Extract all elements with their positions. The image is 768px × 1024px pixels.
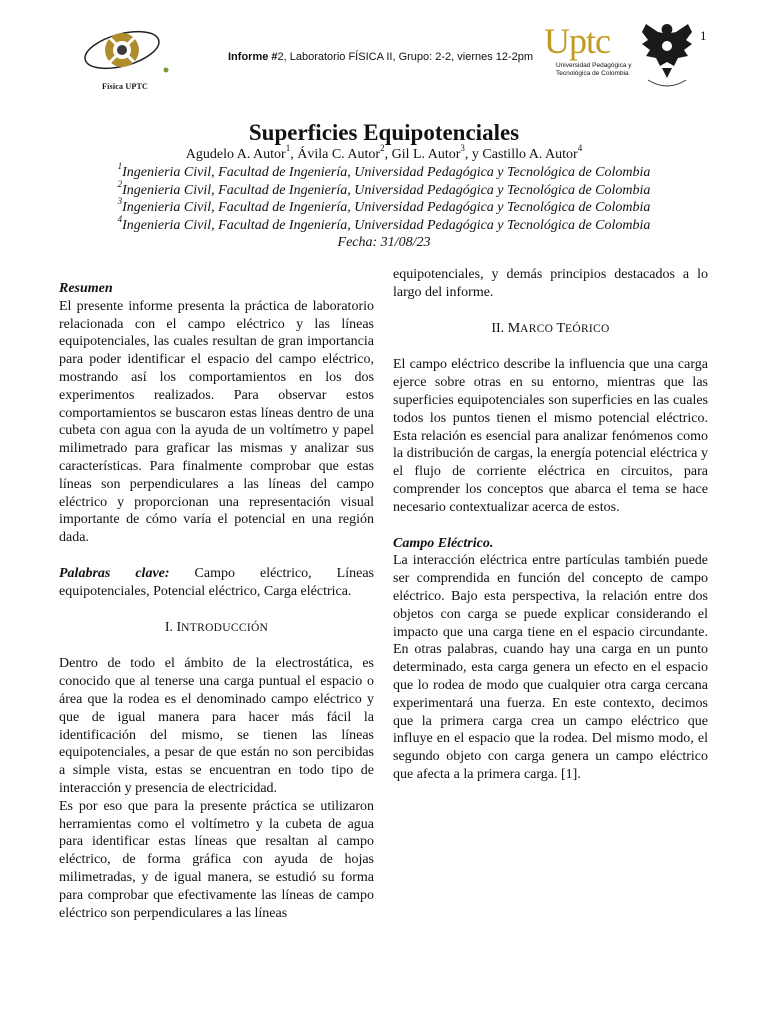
keywords-text: Campo eléctrico, Líneas equipotenciales, Potencial eléctrico, Carga eléctrica. [59, 565, 375, 599]
author-name: Castillo A. Autor [482, 147, 578, 162]
section-heading-initial: M [507, 320, 521, 336]
section-numeral: II. [491, 320, 508, 336]
author-name: Agudelo A. Autor [185, 147, 286, 162]
uptc-sub-line1: Universidad Pedagógica y [556, 62, 632, 69]
uptc-brand: Uptc [544, 21, 610, 61]
section-heading-initial: I [176, 619, 182, 635]
affiliation-sup: 4 [117, 213, 123, 224]
affiliation [0, 213, 768, 235]
affiliation [0, 178, 768, 200]
uptc-sub-line2: Tecnológica de Colombia [556, 70, 629, 77]
intro-paragraph-2-continued: equipotenciales, y demás principios destacados a lo largo del informe. [393, 267, 708, 300]
section-heading-initial: T [556, 320, 566, 336]
section-heading-rest: EÓRICO [565, 322, 610, 335]
abstract-text: El presente informe presenta la práctica de laboratorio relacionada con el campo eléctrico y las líneas equipotenciales, las cuales resultan de gran importancia para poder identificar el espacio del campo eléctrico, mostrando así los comportamientos en los dos experimentos realizados. Para observar estos comportamientos se buscaron estas líneas dentro de una cubeta con agua con la ayuda de un voltímetro y papel milimetrado para graficar las mismas y analizar sus características. Para finalmente comprobar que estas líneas son perpendiculares a las líneas del campo eléctrico y proporcionan una representación visual importante de cómo varía el potencial en una región dada. [59, 298, 374, 546]
affiliation-text: Ingenieria Civil, Facultad de Ingeniería, Universidad Pedagógica y Tecnológica de Colombia [122, 200, 651, 215]
affiliation-sup: 3 [117, 196, 123, 207]
intro-paragraph-1: Dentro de todo el ámbito de la electrostática, es conocido que al tenerse una carga puntual el espacio o área que la rodea es el denominado campo eléctrico y que de igual manera para hacer más fácil la identificación del mismo, se tienen las líneas equipotenciales, a pesar de que están no son percibidas a simple vista, estas se encuentran en todo tipo de interacción y presencia de electricidad. [59, 656, 374, 796]
campo-electrico-heading: Campo Eléctrico. [393, 535, 494, 551]
author-sep: , [384, 147, 392, 162]
abstract-heading: Resumen [59, 281, 113, 296]
paper-title: Superficies Equipotenciales [248, 120, 520, 145]
left-logo-caption: Física UPTC [102, 82, 148, 91]
section-heading-marco-teorico [393, 320, 708, 339]
affiliation-text: Ingenieria Civil, Facultad de Ingeniería, Universidad Pedagógica y Tecnológica de Colombia [122, 182, 651, 198]
affiliation-text: Ingenieria Civil, Facultad de Ingeniería, Universidad Pedagógica y Tecnológica de Colombia [122, 217, 651, 233]
keywords [59, 565, 374, 601]
report-info: 2, Laboratorio FÍSICA II, Grupo: 2-2, viernes 12-2pm [277, 51, 534, 63]
author-name: Gil L. Autor [391, 147, 461, 162]
intro-paragraph-2: Es por eso que para la presente práctica se utilizaron herramientas como el voltímetro y la cubeta de agua para identificar estas líneas que resaltan al campo eléctrico, de forma gráfica con ayuda de hojas milimetradas, y de igual manera, se estudió su forma para comprobar que efectivamente las líneas de campo eléctrico son perpendiculares a las líneas [59, 798, 374, 921]
section-heading-rest: ARCO [520, 322, 557, 335]
affiliation-sup: 1 [117, 161, 123, 172]
uptc-logo [544, 20, 634, 90]
author-sep: , [290, 147, 298, 162]
section-numeral: I. [164, 619, 177, 635]
right-column [393, 266, 708, 784]
author-line [0, 143, 768, 164]
author-sep: , y [464, 147, 483, 162]
report-header [228, 51, 533, 63]
left-column [59, 280, 374, 922]
author-sup: 3 [460, 143, 465, 154]
affiliation-text: Ingenieria Civil, Facultad de Ingeniería, Universidad Pedagógica y Tecnológica de Colombia [122, 165, 651, 180]
report-date: Fecha: 31/08/23 [337, 235, 431, 250]
title-block [0, 120, 768, 251]
affiliation-sup: 2 [117, 178, 123, 189]
author-sup: 2 [380, 143, 385, 154]
affiliation [0, 196, 768, 217]
affiliation [0, 161, 768, 182]
keywords-label: Palabras clave: [59, 565, 170, 581]
author-name: Ávila C. Autor [297, 147, 381, 162]
marco-paragraph-1: El campo eléctrico describe la influencia que una carga ejerce sobre otras en su entorno, mientras que las superficies equipotenciales son superficies en las cuales todos los puntos tienen el mismo potencial eléctrico. Esta relación es esencial para analizar fenómenos como la distribución de cargas, la energía potencial eléctrica y el flujo de corriente eléctrica en circuitos, para comprender los conceptos que abarca el tema se hace necesario contextualizar acerca de estos. [393, 357, 708, 515]
report-label: Informe # [228, 51, 278, 63]
eagle-crest-icon [638, 18, 696, 90]
author-sup: 1 [285, 143, 291, 154]
fisica-uptc-logo [80, 20, 180, 95]
section-heading-introduction [59, 619, 374, 638]
marco-paragraph-2: La interacción eléctrica entre partículas también puede ser comprendida en función del concepto de campo eléctrico. Bajo esta perspectiva, la relación entre dos objetos con carga se puede explicar considerando el impacto que una carga tiene en el espacio circundante. En otras palabras, cuando hay una carga en un punto determinado, esta carga genera un efecto en el espacio que lo rodea de modo que cualquier otra carga cercana experimentará una fuerza. En este contexto, decimos que la primera carga crea un campo eléctrico que influye en el espacio que la rodea. Del mismo modo, el segundo objeto con carga genera un campo eléctrico que afecta a la primera carga. [1]. [393, 553, 708, 782]
uptc-subtitle [556, 62, 632, 78]
page-number: 1 [700, 28, 707, 43]
author-sup: 4 [577, 143, 583, 154]
section-heading-rest: NTRODUCCIÓN [181, 621, 269, 634]
